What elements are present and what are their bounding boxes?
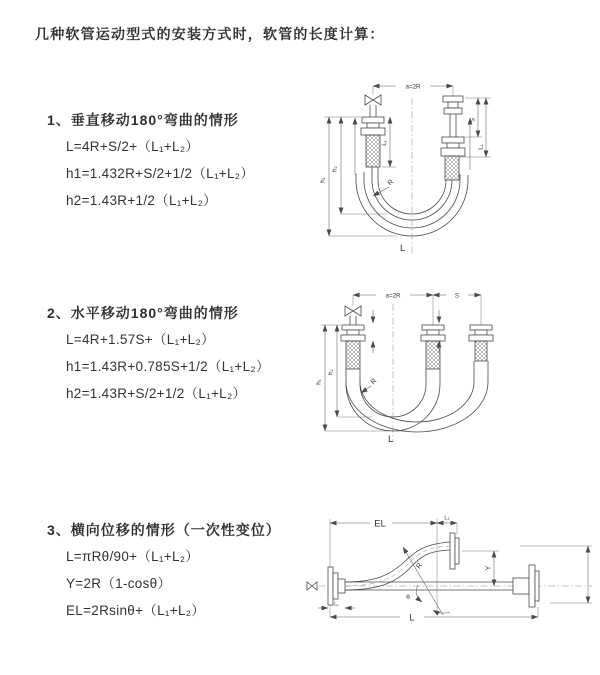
section-1-heading: 1、垂直移动180°弯曲的情形 [47, 112, 239, 128]
dim-label-l2: L₂ [444, 515, 450, 522]
diagram-lateral-displacement [300, 505, 600, 655]
upper-flange [450, 533, 459, 569]
dim-label-r: R [369, 377, 379, 387]
formula-h1: h1=1.432R+S/2+1/2（L₁+L₂） [66, 166, 255, 181]
dim-label-theta: θ [406, 594, 410, 601]
dim-label-l1: L₁ [334, 601, 339, 608]
braided-hose-section [445, 156, 459, 180]
formula-h1: h1=1.43R+0.785S+1/2（L₁+L₂） [66, 359, 270, 374]
braided-hose-section [346, 341, 360, 369]
dim-label-span: a=2R [405, 83, 421, 91]
braided-hose-section [475, 341, 487, 361]
diagram-horizontal-180-bend [312, 282, 592, 452]
dim-label-l1-right: L₁ [477, 144, 485, 150]
diagram-vertical-180-bend [312, 70, 592, 260]
dim-label-h1: h₁ [319, 177, 327, 183]
valve-icon [365, 95, 381, 105]
dim-label-s: S [469, 117, 477, 123]
dim-label-r: R [386, 178, 396, 188]
section-2-heading: 2、水平移动180°弯曲的情形 [47, 305, 239, 321]
hose-s-curve [345, 542, 450, 590]
right-flange-lower [441, 137, 465, 156]
formula-h2: h2=1.43R+1/2（L₁+L₂） [66, 193, 217, 208]
hose-bend [346, 361, 488, 432]
braided-hose-section [426, 341, 440, 369]
right-flange-upper [443, 96, 463, 114]
section-vertical-movement [47, 112, 254, 209]
braided-hose-section [366, 135, 380, 167]
dim-label-h2: h₂ [331, 166, 339, 172]
dim-label-l: L [409, 612, 415, 624]
left-flange [341, 325, 365, 341]
dim-label-h2: h₂ [327, 369, 335, 375]
formula-length: L=4R+1.57S+（L₁+L₂） [66, 332, 215, 347]
dim-label-h1: h₁ [315, 379, 323, 385]
dim-label-y: Y [485, 565, 493, 571]
dim-label-l1-left: L₁ [381, 140, 388, 146]
right-flange [469, 325, 493, 341]
dim-label-r: R [415, 562, 425, 571]
section-horizontal-movement [47, 305, 270, 402]
dim-label-el: EL [374, 518, 386, 530]
middle-flange [421, 325, 445, 341]
dim-label-l: L [388, 434, 394, 445]
angle-arc [416, 585, 422, 602]
left-flange [361, 117, 385, 135]
dim-label-l: L [400, 243, 406, 254]
valve-icon [345, 306, 361, 316]
right-flange [513, 565, 539, 607]
formula-y: Y=2R（1-cosθ） [66, 576, 172, 591]
dim-label-s: S [454, 292, 460, 300]
formula-length: L=4R+S/2+（L₁+L₂） [66, 139, 200, 154]
section-lateral-displacement [47, 522, 281, 619]
formula-el: EL=2Rsinθ+（L₁+L₂） [66, 603, 206, 618]
section-3-heading: 3、横向位移的情形（一次性变位） [47, 522, 281, 538]
valve-icon [307, 582, 317, 590]
page-title: 几种软管运动型式的安装方式时，软管的长度计算： [35, 26, 385, 42]
formula-h2: h2=1.43R+S/2+1/2（L₁+L₂） [66, 386, 247, 401]
left-flange [328, 567, 345, 605]
dim-label-span: a=2R [385, 292, 401, 300]
formula-length: L=πRθ/90+（L₁+L₂） [66, 549, 200, 564]
